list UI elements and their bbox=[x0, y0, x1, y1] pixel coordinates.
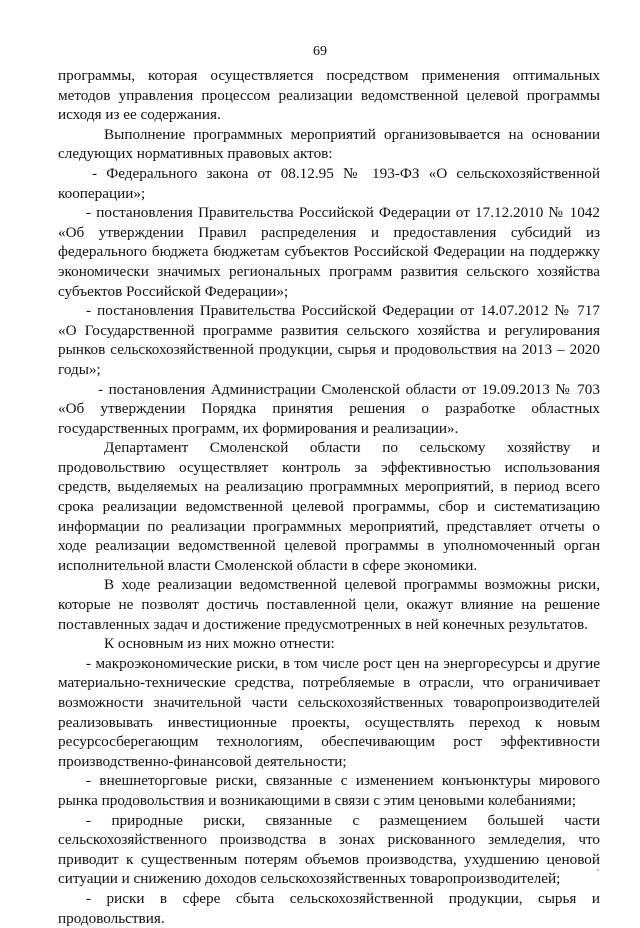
list-item-sales-risks: - риски в сфере сбыта сельскохозяйственной продукции, сырья и продовольствия. bbox=[58, 889, 600, 927]
body-text bbox=[58, 66, 600, 928]
paragraph-department-control: Департамент Смоленской области по сельскому хозяйству и продовольствию осуществляет контроль за эффективностью использования средств, выделяемых на реализацию программных мероприятий, в период всего срока реализации ведомственной целевой программы, сбор и систематизацию информации по реализации программных мероприятий, представляет отчеты о ходе реализации ведомственной целевой программы в уполномоченный орган исполнительной власти Смоленской области в сфере экономики. bbox=[58, 439, 600, 574]
page-number: 69 bbox=[313, 44, 327, 59]
paragraph-main-risks: К основным из них можно отнести: bbox=[104, 635, 335, 653]
list-item-government-decree-1042: - постановления Правительства Российской Федерации от 17.12.2010 № 1042 «Об утверждении Правил распределения и предоставления субсидий из федерального бюджета бюджетам субъектов Российской Федерации на поддержку экономически значимых региональных программ развития сельского хозяйства субъектов Российской Федерации»; bbox=[58, 204, 600, 300]
paragraph-risks-intro: В ходе реализации ведомственной целевой программы возможны риски, которые не позволят достичь поставленной цели, окажут влияние на решение поставленных задач и достижение предусмотренных в ней конечных результатов. bbox=[58, 576, 600, 633]
list-item-administration-decree-703: - постановления Администрации Смоленской области от 19.09.2013 № 703 «Об утверждении Порядка принятия решения о разработке областных государственных программ, их формирования и реализации». bbox=[58, 380, 600, 437]
paragraph-continuation: программы, которая осуществляется посредством применения оптимальных методов управления процессом реализации ведомственной целевой программы исходя из ее содержания. bbox=[58, 67, 600, 124]
list-item-foreign-trade-risks: - внешнеторговые риски, связанные с изменением конъюнктуры мирового рынка продовольствия и возникающими в связи с этим ценовыми колебаниями; bbox=[58, 772, 600, 809]
list-item-macroeconomic-risks: - макроэкономические риски, в том числе рост цен на энергоресурсы и другие материально-технические средства, потребляемые в отрасли, что ограничивает возможности значительной части сельскохозяйственных товаропроизводителей реализовывать инвестиционные проекты, осуществлять переход к новым ресурсосберегающим технологиям, обеспечивающим рост эффективности производственно-финансовой деятельности; bbox=[58, 654, 600, 770]
paragraph-legal-basis-intro: Выполнение программных мероприятий организовывается на основании следующих нормативных правовых актов: bbox=[58, 125, 600, 163]
scan-speck bbox=[597, 869, 599, 871]
list-item-natural-risks: - природные риски, связанные с размещением большей части сельскохозяйственного производства в зонах рискованного земледелия, что приводит к существенным потерям объемов производства, ухудшению ценовой ситуации и снижению доходов сельскохозяйственных товаропроизводителей; bbox=[58, 811, 600, 888]
list-item-federal-law: - Федерального закона от 08.12.95 № 193-ФЗ «О сельскохозяйственной кооперации»; bbox=[58, 164, 600, 202]
list-item-government-decree-717: - постановления Правительства Российской Федерации от 14.07.2012 № 717 «О Государственной программе развития сельского хозяйства и регулирования рынков сельскохозяйственной продукции, сырья и продовольствия на 2013 – 2020 годы»; bbox=[58, 302, 600, 378]
